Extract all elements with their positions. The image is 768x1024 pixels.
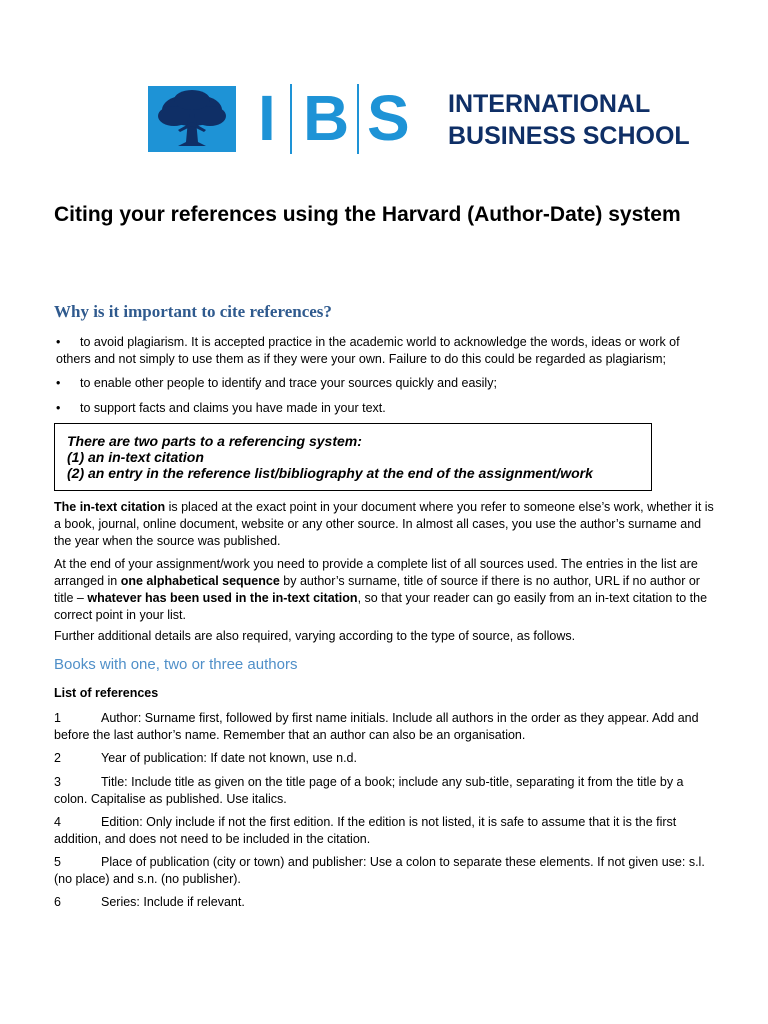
list-item <box>54 894 716 911</box>
list-item <box>54 854 716 888</box>
paragraph-text: is placed at the exact point in your document where you refer to someone else’s work, whether it is a book, journal, online document, website or any other source. In almost all cases, you use the author’s surname and the year when the source was published. <box>54 500 714 548</box>
logo-letter-b: B <box>303 82 350 154</box>
callout-line: (2) an entry in the reference list/bibliography at the end of the assignment/work <box>67 465 593 481</box>
bold-phrase: one alphabetical sequence <box>120 574 280 588</box>
logo-name-line2: BUSINESS SCHOOL <box>448 122 690 150</box>
item-text: Place of publication (city or town) and publisher: Use a colon to separate these elements. If not given use: s.l. (no place) and s.n. (no publisher). <box>54 855 705 886</box>
bullet-item <box>56 400 716 417</box>
tree-icon <box>148 86 236 152</box>
logo-name-line1: INTERNATIONAL <box>448 90 651 118</box>
logo-divider <box>357 84 359 154</box>
list-heading: List of references <box>54 686 159 700</box>
bullet-item <box>56 375 716 392</box>
paragraph-text: by author’s surname, title of source if there is no author, URL if no author or title – <box>54 574 700 605</box>
bullet-text: to enable other people to identify and trace your sources quickly and easily; <box>80 376 497 390</box>
bullet-dot: • <box>56 335 61 349</box>
callout-line: (1) an in-text citation <box>67 449 204 465</box>
item-text: Author: Surname first, followed by first name initials. Include all authors in the order as they appear. Add and before the last author’s name. Remember that an author can also be an organisation. <box>54 711 699 742</box>
bold-phrase: whatever has been used in the in-text citation <box>87 591 358 605</box>
item-text: Edition: Only include if not the first edition. If the edition is not listed, it is safe to assume that it is the first addition, and does not need to be included in the citation. <box>54 815 677 846</box>
bullet-dot: • <box>56 401 61 415</box>
paragraph-additional-details: Further additional details are also required, varying according to the type of source, as follows. <box>54 629 576 643</box>
bullet-text: to avoid plagiarism. It is accepted practice in the academic world to acknowledge the words, ideas or work of others and not simply to use them as if they were your own. Failure to do this could be regarded as plagiarism; <box>56 335 680 366</box>
item-text: Year of publication: If date not known, use n.d. <box>101 751 357 765</box>
paragraph-in-text-citation <box>54 499 714 550</box>
item-text: Series: Include if relevant. <box>101 895 245 909</box>
item-number: 1 <box>54 711 61 725</box>
logo-divider <box>290 84 292 154</box>
logo-school-name <box>448 88 690 152</box>
list-item <box>54 750 716 767</box>
section-heading: Why is it important to cite references? <box>54 302 332 321</box>
item-number: 6 <box>54 895 61 909</box>
paragraph-text: , so that your reader can go easily from an in-text citation to the correct point in your list. <box>54 591 708 622</box>
list-item <box>54 814 716 848</box>
bullet-item <box>56 334 716 368</box>
item-number: 4 <box>54 815 61 829</box>
bullet-text: to support facts and claims you have made in your text. <box>80 401 386 415</box>
item-text: Title: Include title as given on the title page of a book; include any sub-title, separating it from the title by a colon. Capitalise as published. Use italics. <box>54 775 684 806</box>
bullet-dot: • <box>56 376 61 390</box>
subheading-books: Books with one, two or three authors <box>54 656 298 673</box>
callout-line: There are two parts to a referencing system: <box>67 433 362 449</box>
paragraph-text: At the end of your assignment/work you need to provide a complete list of all sources used. The entries in the list are arranged in <box>54 557 698 588</box>
list-item <box>54 710 716 744</box>
page-title: Citing your references using the Harvard (Author-Date) system <box>54 203 681 226</box>
list-item <box>54 774 716 808</box>
logo-letter-s: S <box>367 82 410 154</box>
bold-phrase: The in-text citation <box>54 500 166 514</box>
logo-letter-i: I <box>258 82 276 154</box>
callout-box <box>54 423 652 491</box>
item-number: 2 <box>54 751 61 765</box>
item-number: 5 <box>54 855 61 869</box>
item-number: 3 <box>54 775 61 789</box>
paragraph-reference-list <box>54 556 714 624</box>
